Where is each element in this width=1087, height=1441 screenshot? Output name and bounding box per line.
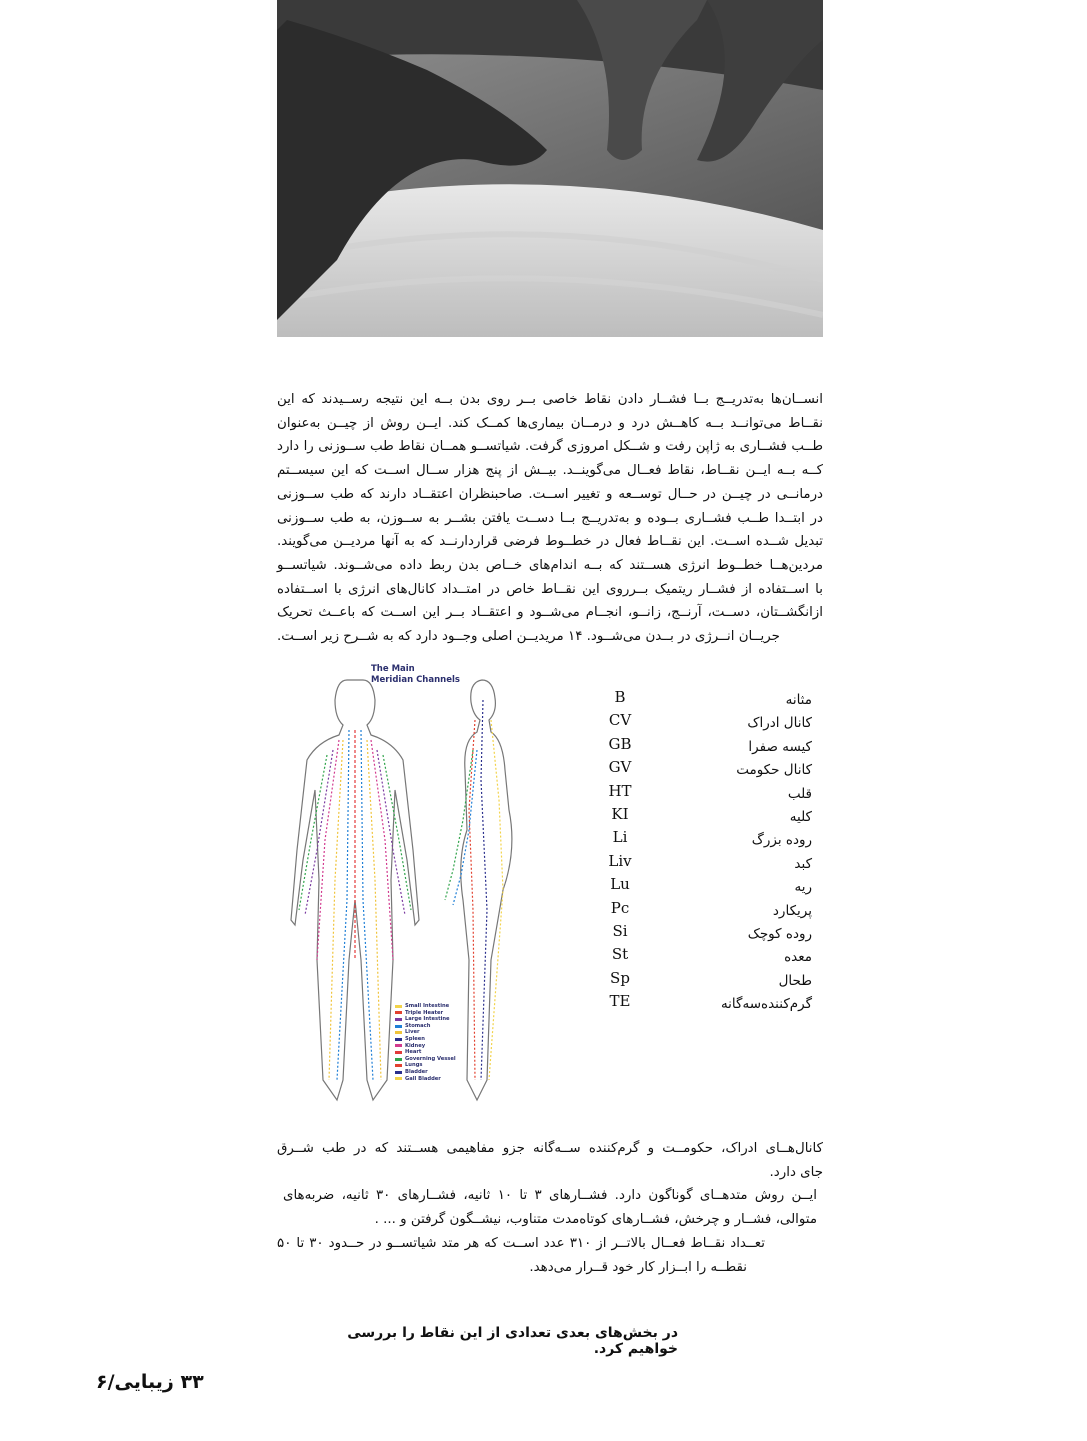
legend-item: [395, 1003, 456, 1010]
meridian-abbr: Lu: [610, 875, 630, 894]
legend-swatch: [395, 1044, 402, 1047]
legend-label: Lungs: [405, 1062, 423, 1069]
meridian-name: روده بزرگ: [751, 832, 812, 849]
meridian-row: [600, 803, 812, 826]
legend-item: [395, 1076, 456, 1083]
meridian-abbr: GV: [608, 758, 632, 777]
legend-item: [395, 1016, 456, 1023]
legend-item: [395, 1056, 456, 1063]
intro-line: تبدیل شــده اســت. این نقــاط فعال در خطــوط فرضی قراردارنــد که به آنها مردیــن می‌گویند.: [277, 534, 823, 550]
meridian-row: [600, 873, 812, 896]
legend-swatch: [395, 1011, 402, 1014]
legend-label: Kidney: [405, 1042, 426, 1049]
meridian-table: [600, 686, 812, 1013]
intro-line: طــب فشــاری به ژاپن رفت و شــکل امروزی گرفت. شیاتســو همــان نقاط طب ســوزنی را دارد: [277, 439, 823, 455]
meridian-abbr: B: [614, 688, 626, 706]
meridian-row: [600, 686, 812, 709]
meridian-abbr: HT: [608, 781, 632, 800]
meridian-abbr: Sp: [610, 968, 630, 987]
legend-label: Gall Bladder: [405, 1075, 441, 1082]
intro-line: درمانــی در چیــن در حــال توســعه و تغییر اســت. صاحبنظران اعتقــاد دارند که طب ســوزنی: [277, 486, 823, 502]
meridian-abbr: Si: [612, 921, 628, 940]
massage-photo-art: [277, 0, 823, 337]
meridian-row: [600, 920, 812, 943]
legend-swatch: [395, 1077, 402, 1080]
meridian-name: ریه: [794, 879, 812, 896]
legend-item: [395, 1029, 456, 1036]
meridian-name: قلب: [787, 785, 812, 802]
meridian-row: [600, 826, 812, 849]
legend-item: [395, 1049, 456, 1056]
legend-label: Small Intestine: [405, 1003, 450, 1009]
meridian-row: [600, 850, 812, 873]
meridian-row: [600, 897, 812, 920]
meridian-name: کیسه صفرا: [748, 738, 812, 755]
legend-swatch: [395, 1018, 402, 1021]
meridian-abbr: CV: [608, 711, 632, 730]
meridian-name: روده کوچک: [747, 925, 812, 942]
meridian-row: [600, 990, 812, 1013]
notes-line: متوالی، فشــار و چرخش، فشــارهای کوتاه‌مدت متناوب، نیشــگون گرفتن و ... .: [374, 1212, 817, 1228]
meridian-row: [600, 943, 812, 966]
notes-line: جای دارد.: [769, 1164, 823, 1180]
legend-item: [395, 1036, 456, 1043]
meridian-row: [600, 756, 812, 779]
figure-legend: [395, 1003, 456, 1082]
meridian-name: طحال: [778, 972, 812, 989]
meridian-name: کبد: [794, 855, 812, 872]
notes-line: تعــداد نقــاط فعــال بالاتــر از ۳۱۰ عدد اســت که هر متد شیاتســو در حــدود ۳۰ تا ۵۰: [277, 1235, 765, 1251]
meridian-abbr: Li: [612, 828, 628, 847]
legend-swatch: [395, 1025, 402, 1028]
legend-label: Liver: [405, 1029, 420, 1036]
intro-line: با اســتفاده از فشــار ریتمیک بــرروی این نقــاط خاص در امتــداد کانال‌های انرژی با اســتفاده: [277, 581, 823, 597]
meridian-abbr: KI: [611, 804, 629, 823]
intro-line: ازانگشــتان، دســت، آرنــج، زانــو، انجــام می‌شــود و اعتقــاد بــر این اســت که باعــث تحریک: [277, 605, 823, 621]
legend-item: [395, 1043, 456, 1050]
legend-item: [395, 1062, 456, 1069]
notes-line: نقطــه را ابــزار کار خود قــرار می‌دهد.: [529, 1259, 747, 1275]
meridian-abbr: GB: [608, 734, 632, 753]
meridian-name: کانال ادراک: [747, 715, 812, 732]
notes-paragraph: [277, 1137, 823, 1279]
legend-label: Governing Vessel: [405, 1055, 456, 1062]
legend-item: [395, 1023, 456, 1030]
legend-label: Spleen: [405, 1035, 425, 1042]
legend-swatch: [395, 1051, 402, 1054]
intro-line: نقــاط می‌توانــد بــه کاهــش درد و درمــان بیماری‌ها کمــک کند. ایــن روش از چیــن به‌عنوان: [277, 415, 823, 431]
meridian-name: کلیه: [789, 808, 812, 825]
intro-line: در ابتــدا طــب فشــاری بــوده و به‌تدریــج بــا دســت یافتن بشــر به ســوزن، به طب ســوزنی: [277, 510, 823, 526]
legend-label: Stomach: [405, 1022, 431, 1029]
intro-line: انســان‌ها به‌تدریــج بــا فشــار دادن نقاط خاصی بــر روی بدن بــه این نتیجه رســیدند که این: [277, 392, 823, 407]
meridian-abbr: Pc: [610, 898, 630, 917]
meridian-row: [600, 709, 812, 732]
page-folio: ۳۳ زیبایی/۶: [96, 1371, 204, 1393]
legend-swatch: [395, 1071, 402, 1074]
meridian-abbr: TE: [609, 992, 631, 1011]
legend-swatch: [395, 1038, 402, 1041]
massage-photo: [277, 0, 823, 337]
meridian-name: گرم‌کننده‌سه‌گانه: [720, 996, 812, 1013]
legend-label: Large Intestine: [405, 1016, 450, 1023]
meridian-abbr: Liv: [608, 851, 632, 870]
legend-label: Triple Heater: [405, 1009, 444, 1016]
legend-label: Bladder: [405, 1068, 428, 1075]
legend-item: [395, 1010, 456, 1017]
figure-title-line: Meridian Channels: [371, 675, 460, 685]
legend-swatch: [395, 1005, 402, 1008]
legend-label: Heart: [405, 1049, 422, 1056]
meridian-name: معده: [784, 949, 812, 966]
notes-line: ایــن روش متدهــای گوناگون دارد. فشــارهای ۳ تا ۱۰ ثانیه، فشــارهای ۳۰ ثانیه، ضربه‌های: [283, 1188, 817, 1204]
intro-paragraph: [277, 388, 823, 649]
figure-title: [371, 664, 481, 686]
figure-title-line: The Main: [371, 664, 415, 674]
meridian-row: [600, 967, 812, 990]
intro-line: مردین‌هــا خطــوط انرژی هســتند که بــه اندام‌های خــاص بدن ربط داده می‌شــوند. شیاتســو: [277, 557, 823, 573]
legend-swatch: [395, 1058, 402, 1061]
notes-line: کانال‌هــای ادراک، حکومــت و گرم‌کننده ســه‌گانه جزو مفاهیمی هســتند که در طب شــرق: [277, 1141, 823, 1156]
legend-item: [395, 1069, 456, 1076]
closing-line: در بخش‌های بعدی تعدادی از این نقاط را بررسی خواهیم کرد.: [347, 1325, 678, 1357]
meridian-row: [600, 780, 812, 803]
legend-swatch: [395, 1064, 402, 1067]
meridian-name: کانال حکومت: [736, 762, 812, 779]
intro-line: جریــان انــرژی در بــدن می‌شــود. ۱۴ مریدیــن اصلی وجــود دارد که به شــرح زیر اســت.: [277, 629, 780, 645]
meridian-row: [600, 733, 812, 756]
legend-swatch: [395, 1031, 402, 1034]
intro-line: کــه بــه ایــن نقــاط، نقاط فعــال می‌گوینــد. بیــش از پنج هزار ســال اســت که این سیســتم: [277, 463, 823, 479]
meridian-abbr: St: [611, 945, 629, 964]
meridian-name: پریکارد: [772, 902, 812, 919]
meridian-name: مثانه: [785, 692, 812, 708]
